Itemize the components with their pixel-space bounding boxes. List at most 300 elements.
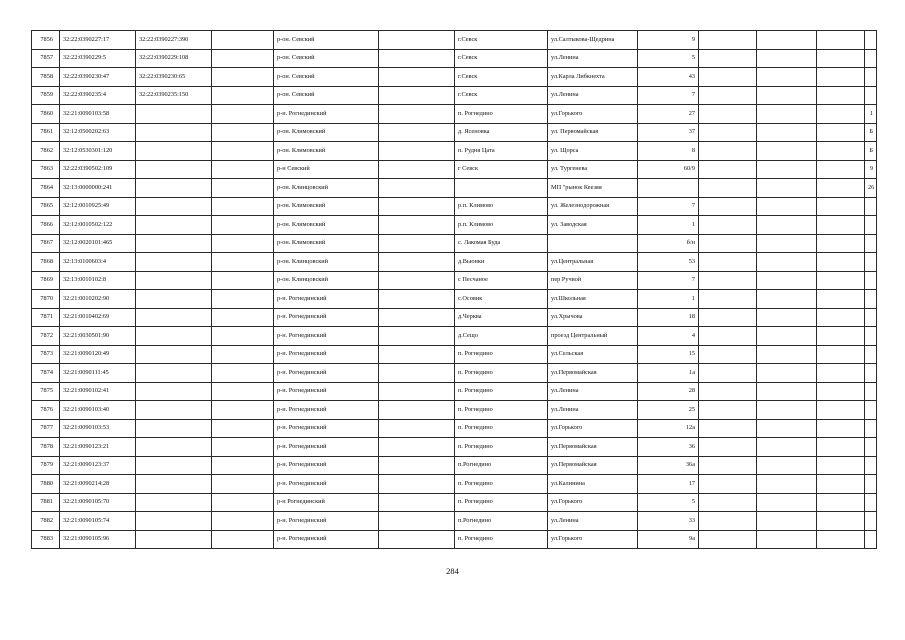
table-cell <box>212 142 274 161</box>
table-cell: 7876 <box>32 401 60 420</box>
table-cell <box>136 364 212 383</box>
table-cell: ул.Сельская <box>548 345 638 364</box>
table-cell: р-он. Севский <box>274 31 379 50</box>
table-cell: ул.Ленина <box>548 86 638 105</box>
table-cell <box>865 253 877 272</box>
table-cell: р-н. Рогнединский <box>274 105 379 124</box>
table-row <box>32 105 877 124</box>
table-row <box>32 123 877 142</box>
table-cell: 7864 <box>32 179 60 198</box>
table-cell: г Севск <box>455 160 548 179</box>
table-cell: 7857 <box>32 49 60 68</box>
table-cell <box>212 308 274 327</box>
table-cell: 32:12:0010502:122 <box>60 216 136 235</box>
table-cell: г.Севск <box>455 68 548 87</box>
table-cell <box>757 401 817 420</box>
table-cell <box>757 364 817 383</box>
table-cell: ул.Центральная <box>548 253 638 272</box>
table-cell: 1а <box>638 364 699 383</box>
table-cell <box>817 475 865 494</box>
table-cell: 7 <box>638 86 699 105</box>
table-cell: р-он. Климовский <box>274 142 379 161</box>
table-cell: 18 <box>638 308 699 327</box>
table-cell <box>379 308 455 327</box>
table-cell <box>136 419 212 438</box>
table-cell: 7 <box>638 271 699 290</box>
table-cell <box>212 327 274 346</box>
table-cell: 33 <box>638 512 699 531</box>
table-row <box>32 290 877 309</box>
table-cell: ул.Ленина <box>548 512 638 531</box>
table-cell <box>379 86 455 105</box>
table-cell <box>699 197 757 216</box>
table-cell: р-н. Рогнединский <box>274 327 379 346</box>
table-cell <box>817 234 865 253</box>
table-cell <box>817 308 865 327</box>
registry-table-body <box>32 31 877 549</box>
table-cell <box>699 179 757 198</box>
table-cell <box>865 512 877 531</box>
table-row <box>32 68 877 87</box>
table-cell <box>212 68 274 87</box>
table-cell <box>865 456 877 475</box>
table-cell <box>757 382 817 401</box>
table-cell <box>757 105 817 124</box>
table-cell <box>757 86 817 105</box>
table-cell <box>212 160 274 179</box>
table-cell: р-н. Рогнединский <box>274 382 379 401</box>
table-cell <box>757 216 817 235</box>
table-cell: 8 <box>638 142 699 161</box>
table-cell <box>638 179 699 198</box>
table-row <box>32 530 877 549</box>
table-cell: 32:22:0390235:150 <box>136 86 212 105</box>
table-cell <box>136 530 212 549</box>
table-cell <box>699 105 757 124</box>
table-cell <box>136 475 212 494</box>
table-cell: р-н. Рогнединский <box>274 530 379 549</box>
table-cell: 9 <box>865 160 877 179</box>
table-cell: 32:22:0390229:5 <box>60 49 136 68</box>
table-cell <box>699 234 757 253</box>
table-cell: ул.Карла Либкнехта <box>548 68 638 87</box>
table-cell <box>757 179 817 198</box>
table-cell <box>699 364 757 383</box>
table-cell: 32:22:0390227:17 <box>60 31 136 50</box>
table-cell: 32:12:0020101:465 <box>60 234 136 253</box>
table-cell <box>817 438 865 457</box>
table-row <box>32 308 877 327</box>
table-cell: ул.Ленина <box>548 49 638 68</box>
table-cell: с Песчаное <box>455 271 548 290</box>
table-cell <box>136 327 212 346</box>
table-cell <box>379 401 455 420</box>
table-cell: г.Севск <box>455 49 548 68</box>
table-cell: р-н. Рогнединский <box>274 401 379 420</box>
table-cell <box>865 308 877 327</box>
table-cell: п.Рогнедино <box>455 512 548 531</box>
table-cell <box>817 197 865 216</box>
table-cell: 7858 <box>32 68 60 87</box>
table-cell <box>817 271 865 290</box>
table-cell: 7877 <box>32 419 60 438</box>
table-cell <box>136 345 212 364</box>
table-cell: р-он. Севский <box>274 49 379 68</box>
table-row <box>32 475 877 494</box>
table-row <box>32 512 877 531</box>
table-cell <box>865 493 877 512</box>
table-cell <box>757 31 817 50</box>
table-cell <box>212 234 274 253</box>
table-cell <box>757 530 817 549</box>
table-row <box>32 197 877 216</box>
table-cell: с.Осовик <box>455 290 548 309</box>
table-cell <box>757 493 817 512</box>
table-cell <box>379 456 455 475</box>
table-cell: ул.Калинина <box>548 475 638 494</box>
table-cell <box>699 216 757 235</box>
table-cell: п.Рогнедино <box>455 456 548 475</box>
table-cell: 12а <box>638 419 699 438</box>
table-cell <box>757 142 817 161</box>
table-cell <box>212 253 274 272</box>
table-cell <box>212 512 274 531</box>
table-cell <box>455 179 548 198</box>
table-cell: ул. Заводская <box>548 216 638 235</box>
table-cell <box>865 364 877 383</box>
table-cell: 7859 <box>32 86 60 105</box>
table-cell: р-он. Клинцовский <box>274 271 379 290</box>
table-cell <box>699 68 757 87</box>
table-cell <box>136 382 212 401</box>
table-cell: 25 <box>638 401 699 420</box>
table-cell: д.Черква <box>455 308 548 327</box>
table-cell <box>699 438 757 457</box>
table-cell: 32:22:0390229:108 <box>136 49 212 68</box>
table-cell: 32:12:0530301:120 <box>60 142 136 161</box>
table-cell <box>379 160 455 179</box>
table-cell <box>699 512 757 531</box>
table-cell <box>865 382 877 401</box>
table-row <box>32 382 877 401</box>
table-cell: п. Рогнедино <box>455 419 548 438</box>
table-cell: ул.Первомайская <box>548 456 638 475</box>
table-cell: 1 <box>638 290 699 309</box>
table-cell <box>865 86 877 105</box>
table-row <box>32 216 877 235</box>
table-cell <box>865 31 877 50</box>
table-cell <box>865 530 877 549</box>
table-cell: д. Ясеновка <box>455 123 548 142</box>
table-cell: 7873 <box>32 345 60 364</box>
table-cell: 32:21:0010402:69 <box>60 308 136 327</box>
table-cell <box>865 438 877 457</box>
table-cell <box>817 160 865 179</box>
table-cell: 32:21:0090103:58 <box>60 105 136 124</box>
table-cell: 7879 <box>32 456 60 475</box>
table-cell <box>379 31 455 50</box>
table-cell: р-н. Рогнединский <box>274 345 379 364</box>
table-cell <box>379 419 455 438</box>
table-cell: 32:13:0000000:241 <box>60 179 136 198</box>
table-cell: 27 <box>638 105 699 124</box>
table-row <box>32 327 877 346</box>
table-cell: ул.Школьная <box>548 290 638 309</box>
table-cell <box>757 253 817 272</box>
table-cell <box>757 475 817 494</box>
table-cell <box>865 475 877 494</box>
table-cell: 32:13:0010102:8 <box>60 271 136 290</box>
table-cell: ул.Первомайская <box>548 364 638 383</box>
table-cell <box>757 290 817 309</box>
table-cell <box>136 160 212 179</box>
table-cell <box>817 345 865 364</box>
table-cell: р-н Рогнединский <box>274 493 379 512</box>
table-cell <box>379 271 455 290</box>
table-cell: 32:21:0090120:49 <box>60 345 136 364</box>
table-cell: 32:21:0030501:90 <box>60 327 136 346</box>
table-cell <box>757 438 817 457</box>
table-cell: ул.Салтыкова-Щедрина <box>548 31 638 50</box>
table-cell: д.Вьюнки <box>455 253 548 272</box>
table-cell: р-н. Рогнединский <box>274 438 379 457</box>
table-cell: 32:22:0390502:109 <box>60 160 136 179</box>
table-cell <box>699 327 757 346</box>
table-cell: 7883 <box>32 530 60 549</box>
table-row <box>32 419 877 438</box>
table-row <box>32 142 877 161</box>
table-cell <box>212 105 274 124</box>
table-row <box>32 179 877 198</box>
table-cell <box>699 31 757 50</box>
table-cell <box>699 475 757 494</box>
table-cell: 7 <box>638 197 699 216</box>
table-cell <box>757 49 817 68</box>
table-cell <box>212 419 274 438</box>
table-cell <box>757 234 817 253</box>
table-cell: 7865 <box>32 197 60 216</box>
table-cell <box>817 364 865 383</box>
table-cell <box>865 327 877 346</box>
table-cell: п. Рогнедино <box>455 345 548 364</box>
table-cell <box>699 160 757 179</box>
table-cell <box>699 49 757 68</box>
table-cell: ул.Горького <box>548 493 638 512</box>
table-cell <box>379 438 455 457</box>
table-cell <box>865 290 877 309</box>
table-cell <box>136 142 212 161</box>
table-cell <box>699 456 757 475</box>
table-cell <box>865 68 877 87</box>
table-cell <box>136 123 212 142</box>
table-cell <box>865 419 877 438</box>
table-cell <box>136 401 212 420</box>
table-cell <box>817 512 865 531</box>
table-cell <box>136 290 212 309</box>
table-cell: п. Рогнедино <box>455 493 548 512</box>
table-cell <box>212 86 274 105</box>
table-row <box>32 345 877 364</box>
table-cell: 7860 <box>32 105 60 124</box>
table-cell <box>865 234 877 253</box>
table-cell: 7868 <box>32 253 60 272</box>
table-cell: ул.Первомайская <box>548 438 638 457</box>
table-cell <box>757 345 817 364</box>
table-cell: с. Лакомая Буда <box>455 234 548 253</box>
table-cell <box>699 493 757 512</box>
table-cell: 9а <box>638 530 699 549</box>
table-cell: 43 <box>638 68 699 87</box>
table-cell: 32:21:0090105:70 <box>60 493 136 512</box>
table-cell: г.Севск <box>455 86 548 105</box>
table-cell: 32:22:0390230:65 <box>136 68 212 87</box>
table-cell <box>379 512 455 531</box>
table-cell <box>699 86 757 105</box>
table-cell: р-он. Севский <box>274 68 379 87</box>
table-cell <box>379 364 455 383</box>
table-cell <box>379 530 455 549</box>
table-cell <box>817 179 865 198</box>
table-cell <box>817 419 865 438</box>
table-cell <box>865 49 877 68</box>
table-cell <box>757 456 817 475</box>
table-cell: 7872 <box>32 327 60 346</box>
table-cell: МП "рынок Кеезяя <box>548 179 638 198</box>
table-cell <box>817 382 865 401</box>
table-cell: 1 <box>865 105 877 124</box>
table-cell <box>379 123 455 142</box>
table-cell <box>757 197 817 216</box>
table-cell: проезд Центральный <box>548 327 638 346</box>
table-cell: 53 <box>638 253 699 272</box>
table-row <box>32 160 877 179</box>
table-cell: 32:21:0090105:96 <box>60 530 136 549</box>
table-cell <box>817 105 865 124</box>
table-cell: 32:12:0010925:49 <box>60 197 136 216</box>
table-cell <box>757 308 817 327</box>
table-cell <box>379 49 455 68</box>
table-cell: п. Рогнедино <box>455 438 548 457</box>
table-cell <box>136 253 212 272</box>
table-cell <box>865 216 877 235</box>
table-cell <box>817 456 865 475</box>
table-cell <box>136 105 212 124</box>
table-cell: 32:21:0090111:45 <box>60 364 136 383</box>
table-cell <box>699 123 757 142</box>
table-cell <box>817 31 865 50</box>
table-cell: ул. Тургенева <box>548 160 638 179</box>
table-cell: 7856 <box>32 31 60 50</box>
table-cell: ул. Железнодорожная <box>548 197 638 216</box>
table-cell <box>379 68 455 87</box>
table-cell <box>136 512 212 531</box>
table-cell: р.п. Климово <box>455 197 548 216</box>
table-cell <box>699 401 757 420</box>
table-cell: р-н. Рогнединский <box>274 419 379 438</box>
table-cell <box>379 382 455 401</box>
table-cell <box>136 234 212 253</box>
table-cell: 7870 <box>32 290 60 309</box>
table-cell <box>817 401 865 420</box>
table-cell <box>699 308 757 327</box>
table-cell: 60/9 <box>638 160 699 179</box>
table-cell: Б <box>865 123 877 142</box>
table-cell: 7875 <box>32 382 60 401</box>
table-cell <box>757 160 817 179</box>
table-cell: 32:21:0090103:40 <box>60 401 136 420</box>
table-cell <box>699 290 757 309</box>
table-cell: 32:12:0500202:63 <box>60 123 136 142</box>
table-cell: п. Рогнедино <box>455 475 548 494</box>
table-cell <box>757 419 817 438</box>
table-cell <box>212 456 274 475</box>
table-cell: 32:21:0090123:37 <box>60 456 136 475</box>
table-cell: 36а <box>638 456 699 475</box>
table-cell <box>136 456 212 475</box>
table-cell <box>817 327 865 346</box>
table-cell <box>136 438 212 457</box>
table-cell <box>379 253 455 272</box>
table-row <box>32 86 877 105</box>
table-cell <box>817 68 865 87</box>
table-cell: ул.Хрычова <box>548 308 638 327</box>
table-cell <box>699 271 757 290</box>
page-number: 284 <box>446 566 459 576</box>
table-cell <box>379 475 455 494</box>
table-cell: 32:21:0090123:21 <box>60 438 136 457</box>
table-cell <box>212 197 274 216</box>
table-cell <box>379 179 455 198</box>
table-cell <box>212 382 274 401</box>
table-cell: р-н. Рогнединский <box>274 475 379 494</box>
table-cell <box>817 530 865 549</box>
table-cell: 7878 <box>32 438 60 457</box>
table-cell: р-н. Рогнединский <box>274 308 379 327</box>
table-cell <box>379 197 455 216</box>
table-cell <box>379 493 455 512</box>
table-cell: п. Рогнедино <box>455 364 548 383</box>
table-cell: 7869 <box>32 271 60 290</box>
table-cell: р-он. Клинцовский <box>274 179 379 198</box>
table-cell: 7862 <box>32 142 60 161</box>
table-row <box>32 31 877 50</box>
table-cell <box>757 68 817 87</box>
table-row <box>32 49 877 68</box>
table-cell: 32:21:0010202:90 <box>60 290 136 309</box>
table-cell: р-он. Климовский <box>274 197 379 216</box>
table-cell <box>379 327 455 346</box>
table-cell <box>212 345 274 364</box>
table-row <box>32 364 877 383</box>
table-cell <box>699 530 757 549</box>
table-cell: п. Рогнедино <box>455 401 548 420</box>
table-cell <box>699 142 757 161</box>
table-cell <box>865 401 877 420</box>
table-cell: ул.Ленина <box>548 401 638 420</box>
table-cell <box>212 216 274 235</box>
table-cell: пер Ручвой <box>548 271 638 290</box>
table-cell <box>757 512 817 531</box>
table-cell: 1 <box>638 216 699 235</box>
table-cell <box>699 345 757 364</box>
table-cell <box>699 382 757 401</box>
table-row <box>32 438 877 457</box>
table-cell: р-он. Климовский <box>274 123 379 142</box>
table-cell <box>817 86 865 105</box>
table-cell <box>865 345 877 364</box>
table-row <box>32 401 877 420</box>
table-cell <box>212 290 274 309</box>
